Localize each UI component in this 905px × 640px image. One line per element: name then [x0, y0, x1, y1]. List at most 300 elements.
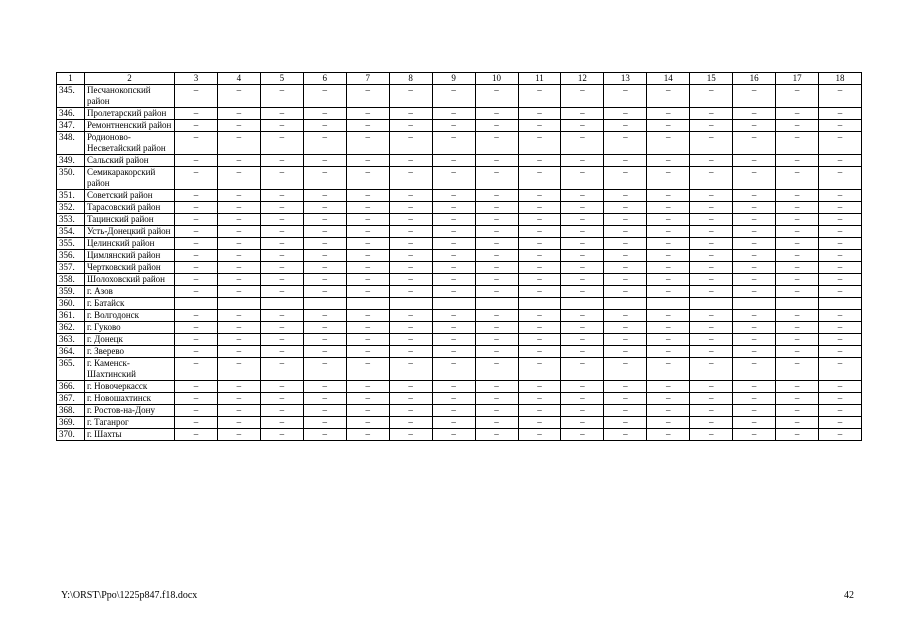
value-cell: –: [260, 155, 303, 167]
value-cell: –: [260, 310, 303, 322]
value-cell: –: [175, 429, 218, 441]
value-cell: –: [561, 108, 604, 120]
value-cell: [303, 298, 346, 310]
table-row: [57, 298, 862, 310]
value-cell: –: [346, 417, 389, 429]
table-row: [57, 393, 862, 405]
value-cell: –: [303, 381, 346, 393]
value-cell: –: [819, 190, 862, 202]
value-cell: [561, 298, 604, 310]
value-cell: –: [647, 358, 690, 381]
value-cell: –: [819, 120, 862, 132]
value-cell: –: [389, 286, 432, 298]
value-cell: –: [260, 417, 303, 429]
value-cell: –: [346, 132, 389, 155]
value-cell: –: [561, 120, 604, 132]
value-cell: –: [175, 214, 218, 226]
value-cell: –: [260, 274, 303, 286]
value-cell: –: [217, 108, 260, 120]
value-cell: –: [475, 334, 518, 346]
district-name: Цимлянский район: [85, 250, 175, 262]
value-cell: –: [518, 108, 561, 120]
value-cell: –: [475, 120, 518, 132]
value-cell: [175, 298, 218, 310]
value-cell: –: [475, 167, 518, 190]
value-cell: –: [303, 155, 346, 167]
row-number: 366.: [57, 381, 85, 393]
value-cell: –: [604, 167, 647, 190]
value-cell: –: [175, 405, 218, 417]
header-cell: 10: [475, 73, 518, 85]
district-name: Чертковский район: [85, 262, 175, 274]
value-cell: –: [432, 286, 475, 298]
value-cell: –: [604, 334, 647, 346]
value-cell: –: [260, 429, 303, 441]
value-cell: –: [690, 155, 733, 167]
district-name: г. Гуково: [85, 322, 175, 334]
district-name: Советский район: [85, 190, 175, 202]
row-number: 359.: [57, 286, 85, 298]
value-cell: –: [733, 417, 776, 429]
table-row: [57, 429, 862, 441]
value-cell: –: [733, 358, 776, 381]
district-name: Сальский район: [85, 155, 175, 167]
header-cell: 4: [217, 73, 260, 85]
value-cell: –: [561, 334, 604, 346]
value-cell: –: [776, 262, 819, 274]
value-cell: –: [561, 358, 604, 381]
header-cell: 13: [604, 73, 647, 85]
value-cell: –: [561, 132, 604, 155]
district-name: г. Шахты: [85, 429, 175, 441]
value-cell: –: [389, 155, 432, 167]
value-cell: –: [819, 417, 862, 429]
value-cell: –: [303, 417, 346, 429]
value-cell: –: [518, 334, 561, 346]
value-cell: –: [217, 238, 260, 250]
value-cell: –: [604, 226, 647, 238]
value-cell: [260, 298, 303, 310]
value-cell: –: [604, 155, 647, 167]
value-cell: –: [776, 108, 819, 120]
value-cell: –: [690, 214, 733, 226]
footer-file-path: Y:\ORST\Ppo\1225p847.f18.docx: [61, 590, 198, 601]
value-cell: –: [346, 405, 389, 417]
header-cell: 17: [776, 73, 819, 85]
value-cell: –: [776, 310, 819, 322]
value-cell: –: [389, 214, 432, 226]
value-cell: –: [647, 108, 690, 120]
value-cell: –: [389, 334, 432, 346]
value-cell: [432, 298, 475, 310]
value-cell: –: [175, 310, 218, 322]
value-cell: –: [819, 250, 862, 262]
district-name: г. Ростов-на-Дону: [85, 405, 175, 417]
value-cell: –: [776, 405, 819, 417]
value-cell: –: [733, 274, 776, 286]
value-cell: –: [690, 167, 733, 190]
value-cell: –: [303, 238, 346, 250]
value-cell: –: [647, 393, 690, 405]
value-cell: –: [303, 120, 346, 132]
value-cell: –: [776, 358, 819, 381]
row-number: 367.: [57, 393, 85, 405]
value-cell: –: [690, 238, 733, 250]
row-number: 369.: [57, 417, 85, 429]
value-cell: –: [819, 429, 862, 441]
value-cell: –: [690, 108, 733, 120]
value-cell: –: [389, 120, 432, 132]
value-cell: –: [819, 262, 862, 274]
district-name: Семикаракорский район: [85, 167, 175, 190]
value-cell: –: [475, 381, 518, 393]
district-name: Родионово-Несветайский район: [85, 132, 175, 155]
value-cell: –: [561, 274, 604, 286]
value-cell: –: [561, 85, 604, 108]
value-cell: –: [690, 226, 733, 238]
row-number: 362.: [57, 322, 85, 334]
table-row: [57, 167, 862, 190]
value-cell: –: [389, 226, 432, 238]
value-cell: –: [475, 155, 518, 167]
value-cell: –: [733, 120, 776, 132]
value-cell: –: [776, 155, 819, 167]
header-cell: 18: [819, 73, 862, 85]
value-cell: –: [819, 381, 862, 393]
value-cell: –: [518, 238, 561, 250]
value-cell: –: [432, 132, 475, 155]
value-cell: [346, 298, 389, 310]
value-cell: –: [303, 190, 346, 202]
value-cell: –: [175, 250, 218, 262]
value-cell: –: [389, 393, 432, 405]
table-row: [57, 120, 862, 132]
value-cell: –: [604, 310, 647, 322]
header-cell: 9: [432, 73, 475, 85]
value-cell: –: [260, 226, 303, 238]
value-cell: –: [346, 238, 389, 250]
value-cell: –: [260, 334, 303, 346]
value-cell: –: [260, 381, 303, 393]
table-body: [57, 73, 862, 441]
value-cell: –: [260, 108, 303, 120]
value-cell: –: [604, 108, 647, 120]
value-cell: –: [604, 85, 647, 108]
value-cell: –: [819, 202, 862, 214]
value-cell: –: [346, 358, 389, 381]
row-number: 364.: [57, 346, 85, 358]
value-cell: –: [819, 214, 862, 226]
header-cell: 5: [260, 73, 303, 85]
value-cell: –: [175, 346, 218, 358]
value-cell: –: [647, 120, 690, 132]
value-cell: –: [647, 238, 690, 250]
value-cell: –: [776, 190, 819, 202]
value-cell: –: [733, 108, 776, 120]
value-cell: –: [175, 417, 218, 429]
value-cell: –: [733, 155, 776, 167]
value-cell: [647, 298, 690, 310]
value-cell: –: [217, 405, 260, 417]
value-cell: –: [432, 155, 475, 167]
value-cell: –: [303, 310, 346, 322]
table-row: [57, 108, 862, 120]
value-cell: –: [432, 274, 475, 286]
value-cell: –: [432, 85, 475, 108]
table-row: [57, 286, 862, 298]
header-cell: 3: [175, 73, 218, 85]
row-number: 361.: [57, 310, 85, 322]
value-cell: –: [647, 429, 690, 441]
value-cell: –: [346, 286, 389, 298]
value-cell: –: [217, 132, 260, 155]
value-cell: –: [690, 274, 733, 286]
value-cell: –: [733, 405, 776, 417]
value-cell: –: [819, 274, 862, 286]
row-number: 356.: [57, 250, 85, 262]
value-cell: –: [389, 238, 432, 250]
value-cell: –: [175, 132, 218, 155]
table-row: [57, 310, 862, 322]
value-cell: –: [819, 358, 862, 381]
table-row: [57, 155, 862, 167]
district-name: Целинский район: [85, 238, 175, 250]
row-number: 345.: [57, 85, 85, 108]
value-cell: –: [819, 310, 862, 322]
value-cell: –: [561, 429, 604, 441]
value-cell: [819, 298, 862, 310]
value-cell: –: [432, 334, 475, 346]
value-cell: –: [518, 429, 561, 441]
value-cell: –: [346, 262, 389, 274]
value-cell: –: [518, 262, 561, 274]
value-cell: –: [475, 346, 518, 358]
value-cell: –: [733, 429, 776, 441]
row-number: 351.: [57, 190, 85, 202]
value-cell: –: [733, 226, 776, 238]
value-cell: –: [346, 155, 389, 167]
value-cell: –: [518, 202, 561, 214]
value-cell: –: [303, 250, 346, 262]
value-cell: –: [175, 155, 218, 167]
value-cell: –: [389, 429, 432, 441]
value-cell: –: [389, 417, 432, 429]
value-cell: –: [303, 202, 346, 214]
value-cell: –: [217, 358, 260, 381]
value-cell: –: [217, 214, 260, 226]
value-cell: –: [561, 310, 604, 322]
value-cell: –: [776, 238, 819, 250]
value-cell: –: [217, 429, 260, 441]
value-cell: –: [776, 429, 819, 441]
value-cell: –: [346, 85, 389, 108]
value-cell: –: [303, 429, 346, 441]
table-row: [57, 226, 862, 238]
value-cell: –: [518, 405, 561, 417]
value-cell: –: [690, 262, 733, 274]
table-row: [57, 334, 862, 346]
value-cell: –: [432, 262, 475, 274]
value-cell: –: [432, 238, 475, 250]
value-cell: –: [518, 85, 561, 108]
row-number: 347.: [57, 120, 85, 132]
value-cell: [776, 298, 819, 310]
value-cell: –: [175, 322, 218, 334]
value-cell: –: [518, 346, 561, 358]
value-cell: –: [175, 85, 218, 108]
value-cell: –: [432, 250, 475, 262]
value-cell: –: [217, 393, 260, 405]
value-cell: –: [260, 250, 303, 262]
value-cell: –: [776, 85, 819, 108]
value-cell: –: [475, 214, 518, 226]
value-cell: –: [604, 120, 647, 132]
value-cell: –: [733, 334, 776, 346]
value-cell: –: [389, 202, 432, 214]
value-cell: –: [518, 381, 561, 393]
table-row: [57, 190, 862, 202]
value-cell: –: [647, 262, 690, 274]
value-cell: –: [561, 226, 604, 238]
value-cell: –: [346, 190, 389, 202]
table-row: [57, 132, 862, 155]
value-cell: –: [733, 190, 776, 202]
value-cell: –: [647, 226, 690, 238]
value-cell: –: [733, 346, 776, 358]
value-cell: –: [604, 393, 647, 405]
value-cell: –: [432, 429, 475, 441]
value-cell: –: [260, 346, 303, 358]
value-cell: –: [690, 120, 733, 132]
value-cell: –: [604, 405, 647, 417]
value-cell: –: [217, 250, 260, 262]
table-row: [57, 346, 862, 358]
value-cell: –: [647, 405, 690, 417]
value-cell: –: [647, 167, 690, 190]
value-cell: –: [733, 167, 776, 190]
value-cell: –: [346, 334, 389, 346]
value-cell: –: [260, 405, 303, 417]
value-cell: –: [432, 226, 475, 238]
header-cell: 2: [85, 73, 175, 85]
data-table: [56, 72, 862, 441]
value-cell: –: [432, 190, 475, 202]
value-cell: –: [776, 132, 819, 155]
value-cell: –: [733, 322, 776, 334]
value-cell: –: [303, 334, 346, 346]
value-cell: –: [647, 214, 690, 226]
value-cell: –: [561, 393, 604, 405]
value-cell: –: [432, 417, 475, 429]
value-cell: –: [175, 286, 218, 298]
value-cell: –: [175, 381, 218, 393]
value-cell: –: [303, 286, 346, 298]
table-row: [57, 405, 862, 417]
value-cell: –: [604, 262, 647, 274]
value-cell: –: [604, 358, 647, 381]
value-cell: –: [475, 417, 518, 429]
value-cell: –: [175, 120, 218, 132]
value-cell: –: [389, 190, 432, 202]
value-cell: –: [733, 202, 776, 214]
value-cell: –: [604, 250, 647, 262]
value-cell: –: [346, 108, 389, 120]
header-cell: 15: [690, 73, 733, 85]
value-cell: –: [518, 358, 561, 381]
value-cell: –: [690, 334, 733, 346]
value-cell: –: [561, 381, 604, 393]
value-cell: –: [776, 214, 819, 226]
value-cell: –: [819, 85, 862, 108]
value-cell: –: [690, 346, 733, 358]
value-cell: –: [647, 190, 690, 202]
district-name: Пролетарский район: [85, 108, 175, 120]
value-cell: –: [518, 155, 561, 167]
value-cell: –: [647, 286, 690, 298]
value-cell: –: [175, 238, 218, 250]
value-cell: –: [518, 190, 561, 202]
value-cell: –: [561, 202, 604, 214]
value-cell: –: [260, 286, 303, 298]
table-row: [57, 274, 862, 286]
value-cell: –: [819, 286, 862, 298]
value-cell: –: [260, 202, 303, 214]
value-cell: –: [389, 262, 432, 274]
district-name: Тацинский район: [85, 214, 175, 226]
value-cell: –: [475, 405, 518, 417]
row-number: 355.: [57, 238, 85, 250]
value-cell: –: [776, 167, 819, 190]
value-cell: –: [690, 310, 733, 322]
value-cell: –: [604, 322, 647, 334]
value-cell: –: [175, 274, 218, 286]
footer-page-number: 42: [844, 590, 854, 601]
header-cell: 16: [733, 73, 776, 85]
value-cell: –: [475, 202, 518, 214]
value-cell: –: [776, 274, 819, 286]
value-cell: –: [690, 322, 733, 334]
value-cell: –: [346, 310, 389, 322]
value-cell: –: [175, 262, 218, 274]
row-number: 348.: [57, 132, 85, 155]
row-number: 363.: [57, 334, 85, 346]
value-cell: [475, 298, 518, 310]
value-cell: –: [733, 85, 776, 108]
value-cell: –: [475, 262, 518, 274]
value-cell: –: [217, 190, 260, 202]
district-name: г. Новошахтинск: [85, 393, 175, 405]
district-name: Тарасовский район: [85, 202, 175, 214]
value-cell: –: [260, 238, 303, 250]
value-cell: –: [647, 334, 690, 346]
value-cell: –: [303, 214, 346, 226]
header-cell: 11: [518, 73, 561, 85]
value-cell: –: [303, 274, 346, 286]
value-cell: –: [776, 393, 819, 405]
row-number: 353.: [57, 214, 85, 226]
value-cell: –: [303, 405, 346, 417]
header-cell: 12: [561, 73, 604, 85]
district-name: г. Таганрог: [85, 417, 175, 429]
value-cell: –: [389, 108, 432, 120]
value-cell: –: [733, 310, 776, 322]
value-cell: –: [819, 238, 862, 250]
value-cell: –: [518, 132, 561, 155]
value-cell: –: [733, 381, 776, 393]
value-cell: –: [389, 310, 432, 322]
value-cell: –: [432, 202, 475, 214]
value-cell: –: [303, 358, 346, 381]
